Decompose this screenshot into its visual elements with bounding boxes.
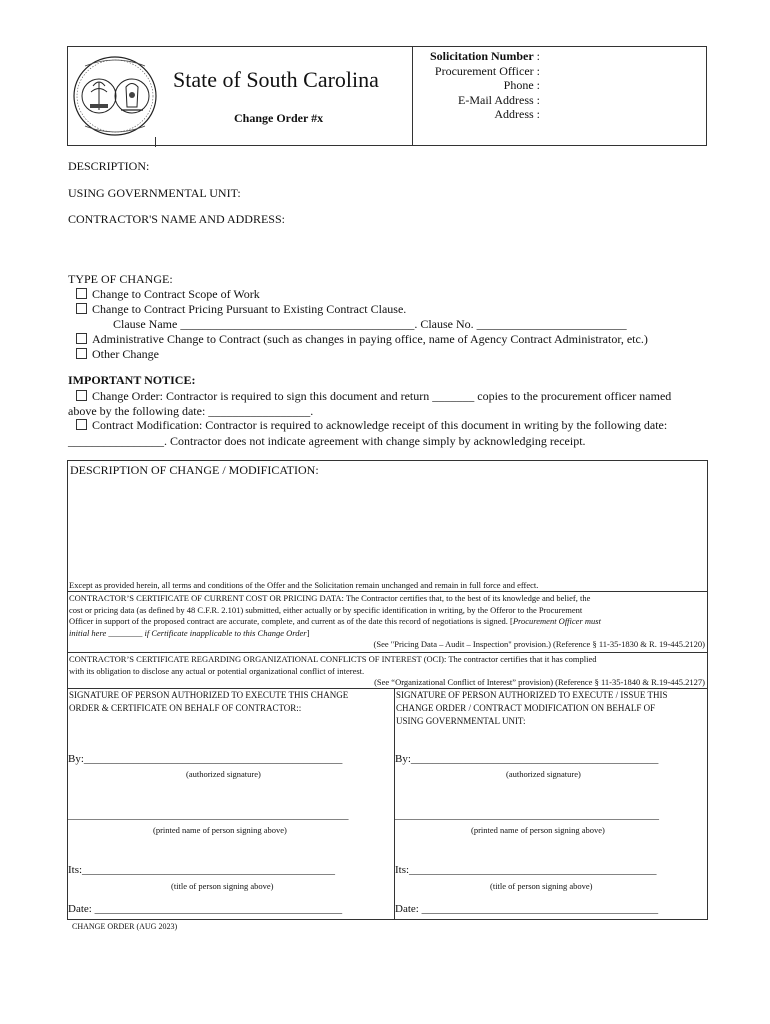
header-tick	[155, 137, 156, 147]
notice-contract-modification[interactable]: Contract Modification: Contractor is required to acknowledge receipt of this document in writing by the following date:	[76, 418, 667, 433]
option-scope-of-work[interactable]: Change to Contract Scope of Work	[76, 287, 260, 302]
checkbox[interactable]	[76, 333, 87, 344]
contractor-by-line[interactable]: By:_______________________________________________	[68, 753, 343, 765]
agency-signature-block: SIGNATURE OF PERSON AUTHORIZED TO EXECUTE / ISSUE THIS CHANGE ORDER / CONTRACT MODIFICATION ON BEHALF OF USING GOVERNMENTAL UNIT: By:_____________________________________________ (authorized signature) ________________________________________________ (printed name of person signing above) Its:_____________________________________________ (title of person signing above) Date: ___________________________________________	[395, 690, 668, 915]
important-notice-heading: IMPORTANT NOTICE:	[68, 373, 196, 387]
terms-unchanged-statement: Except as provided herein, all terms and conditions of the Offer and the Solicitation remain unchanged and remain in full force and effect.	[69, 580, 539, 590]
agency-printed-name-line[interactable]: ________________________________________________	[395, 809, 659, 821]
header-title-area	[68, 47, 413, 145]
agency-title-line[interactable]: Its:_____________________________________________	[395, 864, 657, 876]
oci-certificate: CONTRACTOR’S CERTIFICATE REGARDING ORGANIZATIONAL CONFLICTS OF INTEREST (OCI): The contractor certifies that it has complied with its obligation to disclose any actual or potential organizational conflict of interest. (See “Organizational Conflict of Interest” provision) (Reference § 11-35-1840 & R.19-445.2127)	[69, 654, 705, 687]
checkbox[interactable]	[76, 419, 87, 430]
contractor-signature-block: SIGNATURE OF PERSON AUTHORIZED TO EXECUTE THIS CHANGE ORDER & CERTIFICATE ON BEHALF OF CONTRACTOR:: By:_______________________________________________ (authorized signature) ___________________________________________________ (printed name of person signing above) Its:______________________________________________ (title of person signing above) Date: _____________________________________________	[68, 688, 395, 920]
description-of-change-heading: DESCRIPTION OF CHANGE / MODIFICATION:	[70, 463, 319, 477]
header-box	[67, 46, 707, 146]
checkbox[interactable]	[76, 390, 87, 401]
agency-signature-heading: SIGNATURE OF PERSON AUTHORIZED TO EXECUTE / ISSUE THIS	[396, 690, 668, 700]
form-footer: CHANGE ORDER (AUG 2023)	[72, 922, 178, 931]
using-unit-label: USING GOVERNMENTAL UNIT:	[68, 186, 241, 200]
notice-modification-date: ________________. Contractor does not indicate agreement with change simply by acknowledging receipt.	[68, 434, 586, 448]
description-of-change-field[interactable]	[68, 479, 707, 579]
agency-by-line[interactable]: By:_____________________________________________	[395, 753, 659, 765]
change-order-number: Change Order #x	[234, 111, 324, 125]
checkbox[interactable]	[76, 288, 87, 299]
solicitation-number-field: Solicitation Number :	[429, 49, 540, 63]
checkbox[interactable]	[76, 348, 87, 359]
procurement-officer-field: Procurement Officer :	[434, 63, 540, 78]
contractor-title-line[interactable]: Its:______________________________________________	[68, 864, 336, 876]
address-field: Address :	[494, 107, 540, 121]
contractor-date-line[interactable]: Date: _____________________________________________	[68, 903, 343, 915]
state-seal-icon	[71, 52, 159, 140]
notice-change-order[interactable]: Change Order: Contractor is required to sign this document and return _______ copies to the procurement officer named	[76, 389, 671, 404]
option-pricing-clause[interactable]: Change to Contract Pricing Pursuant to Existing Contract Clause.	[76, 302, 406, 317]
clause-name-line[interactable]: Clause Name _______________________________________. Clause No. _________________________	[113, 317, 627, 331]
contractor-label: CONTRACTOR'S NAME AND ADDRESS:	[68, 212, 285, 226]
modification-box	[67, 460, 708, 920]
contractor-signature-heading: SIGNATURE OF PERSON AUTHORIZED TO EXECUTE THIS CHANGE	[69, 690, 349, 700]
phone-field: Phone :	[503, 78, 540, 92]
email-field: E-Mail Address :	[458, 92, 540, 107]
cost-pricing-certificate: CONTRACTOR’S CERTIFICATE OF CURRENT COST OR PRICING DATA: The Contractor certifies that, to the best of its knowledge and belief, the cost or pricing data (as defined by 48 C.F.R. 2.101) submitted, either actually or by specific identification in writing, by the Offeror to the Procurement Officer in support of the proposed contract are accurate, complete, and current as of the date this record of negotiations is signed. [Procurement Officer must initial here ________ if Certificate inapplicable to this Change Order] (See "Pricing Data – Audit – Inspection" provision.) (Reference § 11-35-1830 & R. 19-445.2120)	[68, 591, 707, 652]
agency-date-line[interactable]: Date: ___________________________________________	[395, 903, 659, 915]
type-of-change-heading: TYPE OF CHANGE:	[68, 272, 173, 286]
contractor-printed-name-line[interactable]: ___________________________________________________	[68, 809, 349, 821]
notice-change-order-date: above by the following date: _________________.	[68, 404, 314, 418]
option-other-change[interactable]: Other Change	[76, 347, 159, 362]
checkbox[interactable]	[76, 303, 87, 314]
description-label: DESCRIPTION:	[68, 159, 150, 173]
contact-fields	[430, 49, 540, 122]
option-administrative-change[interactable]: Administrative Change to Contract (such as changes in paying office, name of Agency Contract Administrator, etc.)	[76, 332, 648, 347]
page-title: State of South Carolina	[173, 67, 379, 92]
